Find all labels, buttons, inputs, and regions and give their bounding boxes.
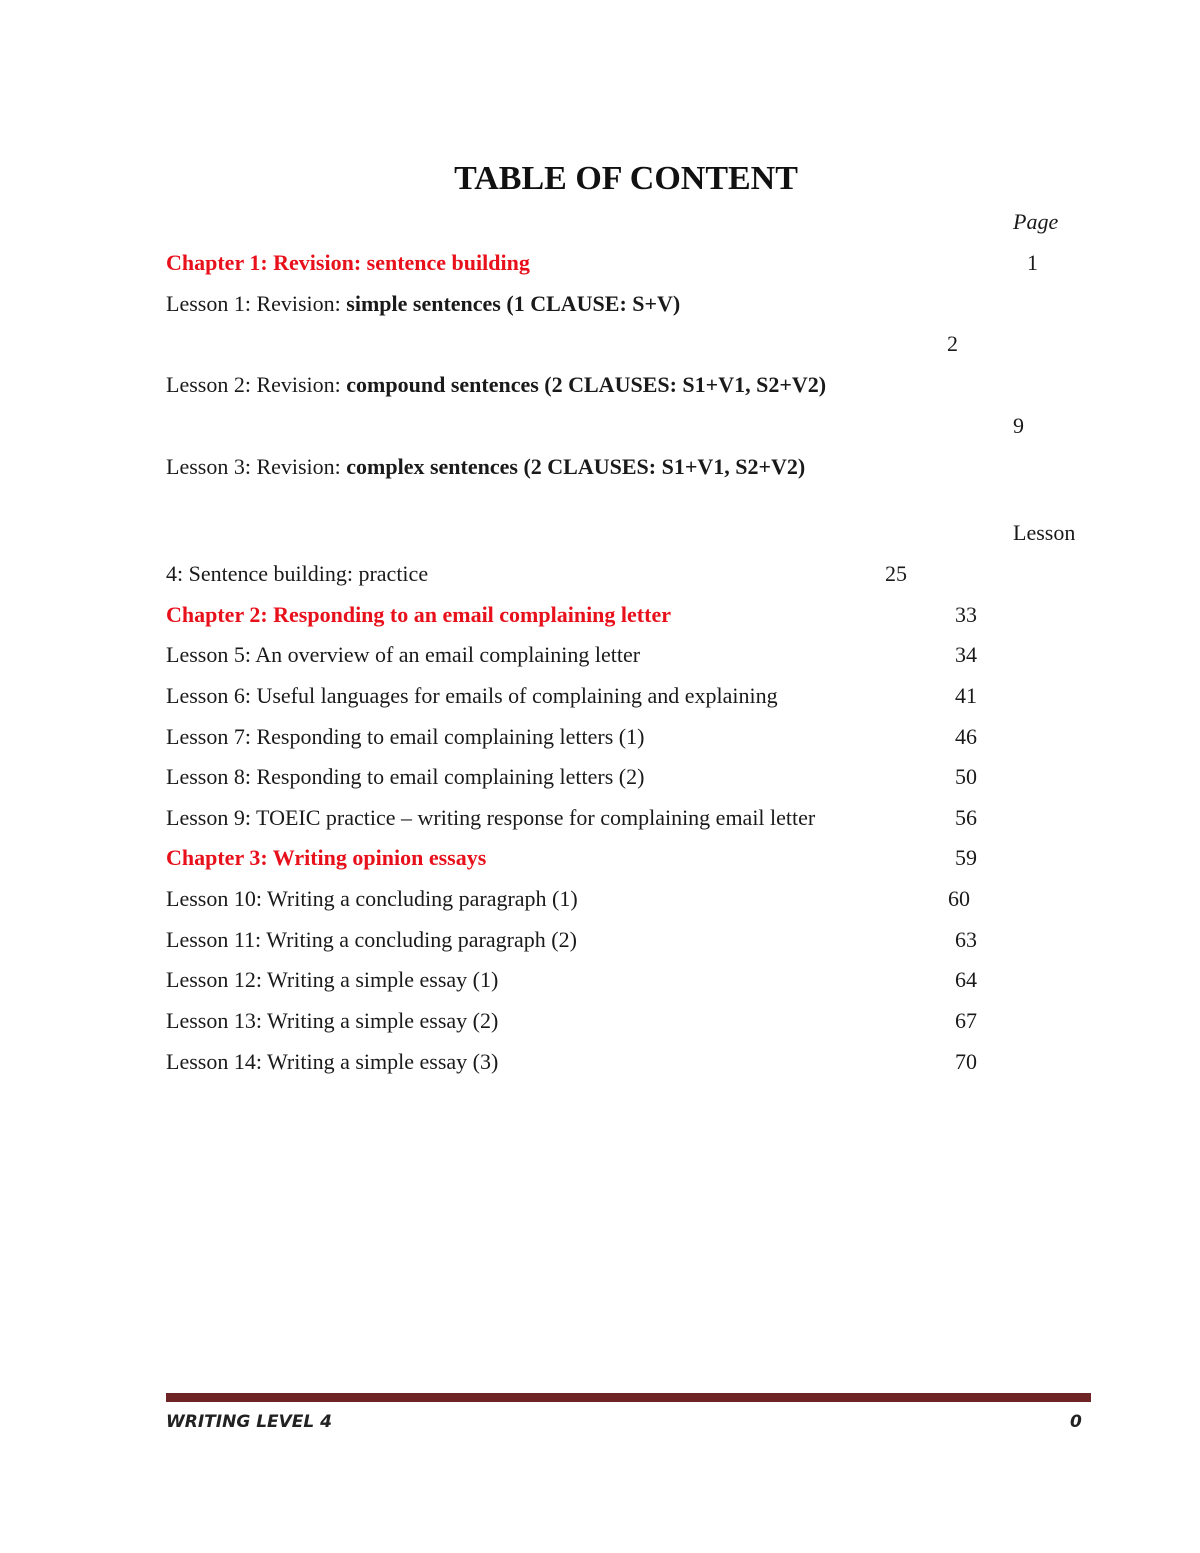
lesson-8-title: Lesson 8: Responding to email complaining letters (2) [166, 764, 645, 789]
lesson-1-prefix: Lesson 1: Revision: [166, 291, 347, 316]
lesson-7-title: Lesson 7: Responding to email complaining letters (1) [166, 724, 645, 749]
lesson-9-title: Lesson 9: TOEIC practice – writing response for complaining email letter [166, 805, 816, 830]
lesson-11-page: 63 [955, 927, 977, 952]
lesson-14-title: Lesson 14: Writing a simple essay (3) [166, 1049, 499, 1074]
page-column-header: Page [1013, 209, 1059, 234]
lesson-11-title: Lesson 11: Writing a concluding paragraph (2) [166, 927, 577, 952]
chapter-2-page: 33 [955, 602, 977, 627]
lesson-2-title [166, 370, 826, 400]
lesson-1-title [166, 289, 680, 319]
lesson-3-title [166, 452, 805, 482]
lesson-12-page: 64 [955, 967, 977, 992]
lesson-5-title: Lesson 5: An overview of an email complaining letter [166, 642, 641, 667]
chapter-3-page: 59 [955, 845, 977, 870]
lesson-4-title: 4: Sentence building: practice [166, 561, 429, 586]
lesson-2-emphasis: compound sentences (2 CLAUSES: S1+V1, S2+V2) [346, 372, 827, 397]
lesson-8-page: 50 [955, 764, 977, 789]
lesson-13-page: 67 [955, 1008, 977, 1033]
page-title: TABLE OF CONTENT [454, 160, 798, 197]
lesson-4-lead-word: Lesson [1013, 520, 1076, 545]
lesson-4-page: 25 [885, 561, 907, 586]
chapter-1-page: 1 [1027, 250, 1038, 275]
chapter-2-title: Chapter 2: Responding to an email complaining letter [166, 602, 671, 627]
lesson-2-page: 9 [1013, 413, 1024, 438]
lesson-6-page: 41 [955, 683, 977, 708]
lesson-3-prefix: Lesson 3: Revision: [166, 454, 347, 479]
footer-page-number: 0 [1070, 1412, 1082, 1432]
lesson-10-page: 60 [948, 886, 970, 911]
lesson-13-title: Lesson 13: Writing a simple essay (2) [166, 1008, 499, 1033]
lesson-1-page: 2 [947, 331, 958, 356]
lesson-9-page: 56 [955, 805, 977, 830]
lesson-12-title: Lesson 12: Writing a simple essay (1) [166, 967, 499, 992]
chapter-1-title: Chapter 1: Revision: sentence building [166, 250, 530, 275]
lesson-7-page: 46 [955, 724, 977, 749]
chapter-3-title: Chapter 3: Writing opinion essays [166, 845, 487, 870]
lesson-10-title: Lesson 10: Writing a concluding paragraph (1) [166, 886, 578, 911]
lesson-5-page: 34 [955, 642, 977, 667]
lesson-14-page: 70 [955, 1049, 977, 1074]
lesson-3-emphasis: complex sentences (2 CLAUSES: S1+V1, S2+V2) [346, 454, 806, 479]
footer-course-title: WRITING LEVEL 4 [166, 1412, 332, 1432]
lesson-6-title: Lesson 6: Useful languages for emails of complaining and explaining [166, 683, 778, 708]
lesson-2-prefix: Lesson 2: Revision: [166, 372, 347, 397]
footer-rule [166, 1393, 1091, 1402]
lesson-1-emphasis: simple sentences (1 CLAUSE: S+V) [346, 291, 681, 316]
